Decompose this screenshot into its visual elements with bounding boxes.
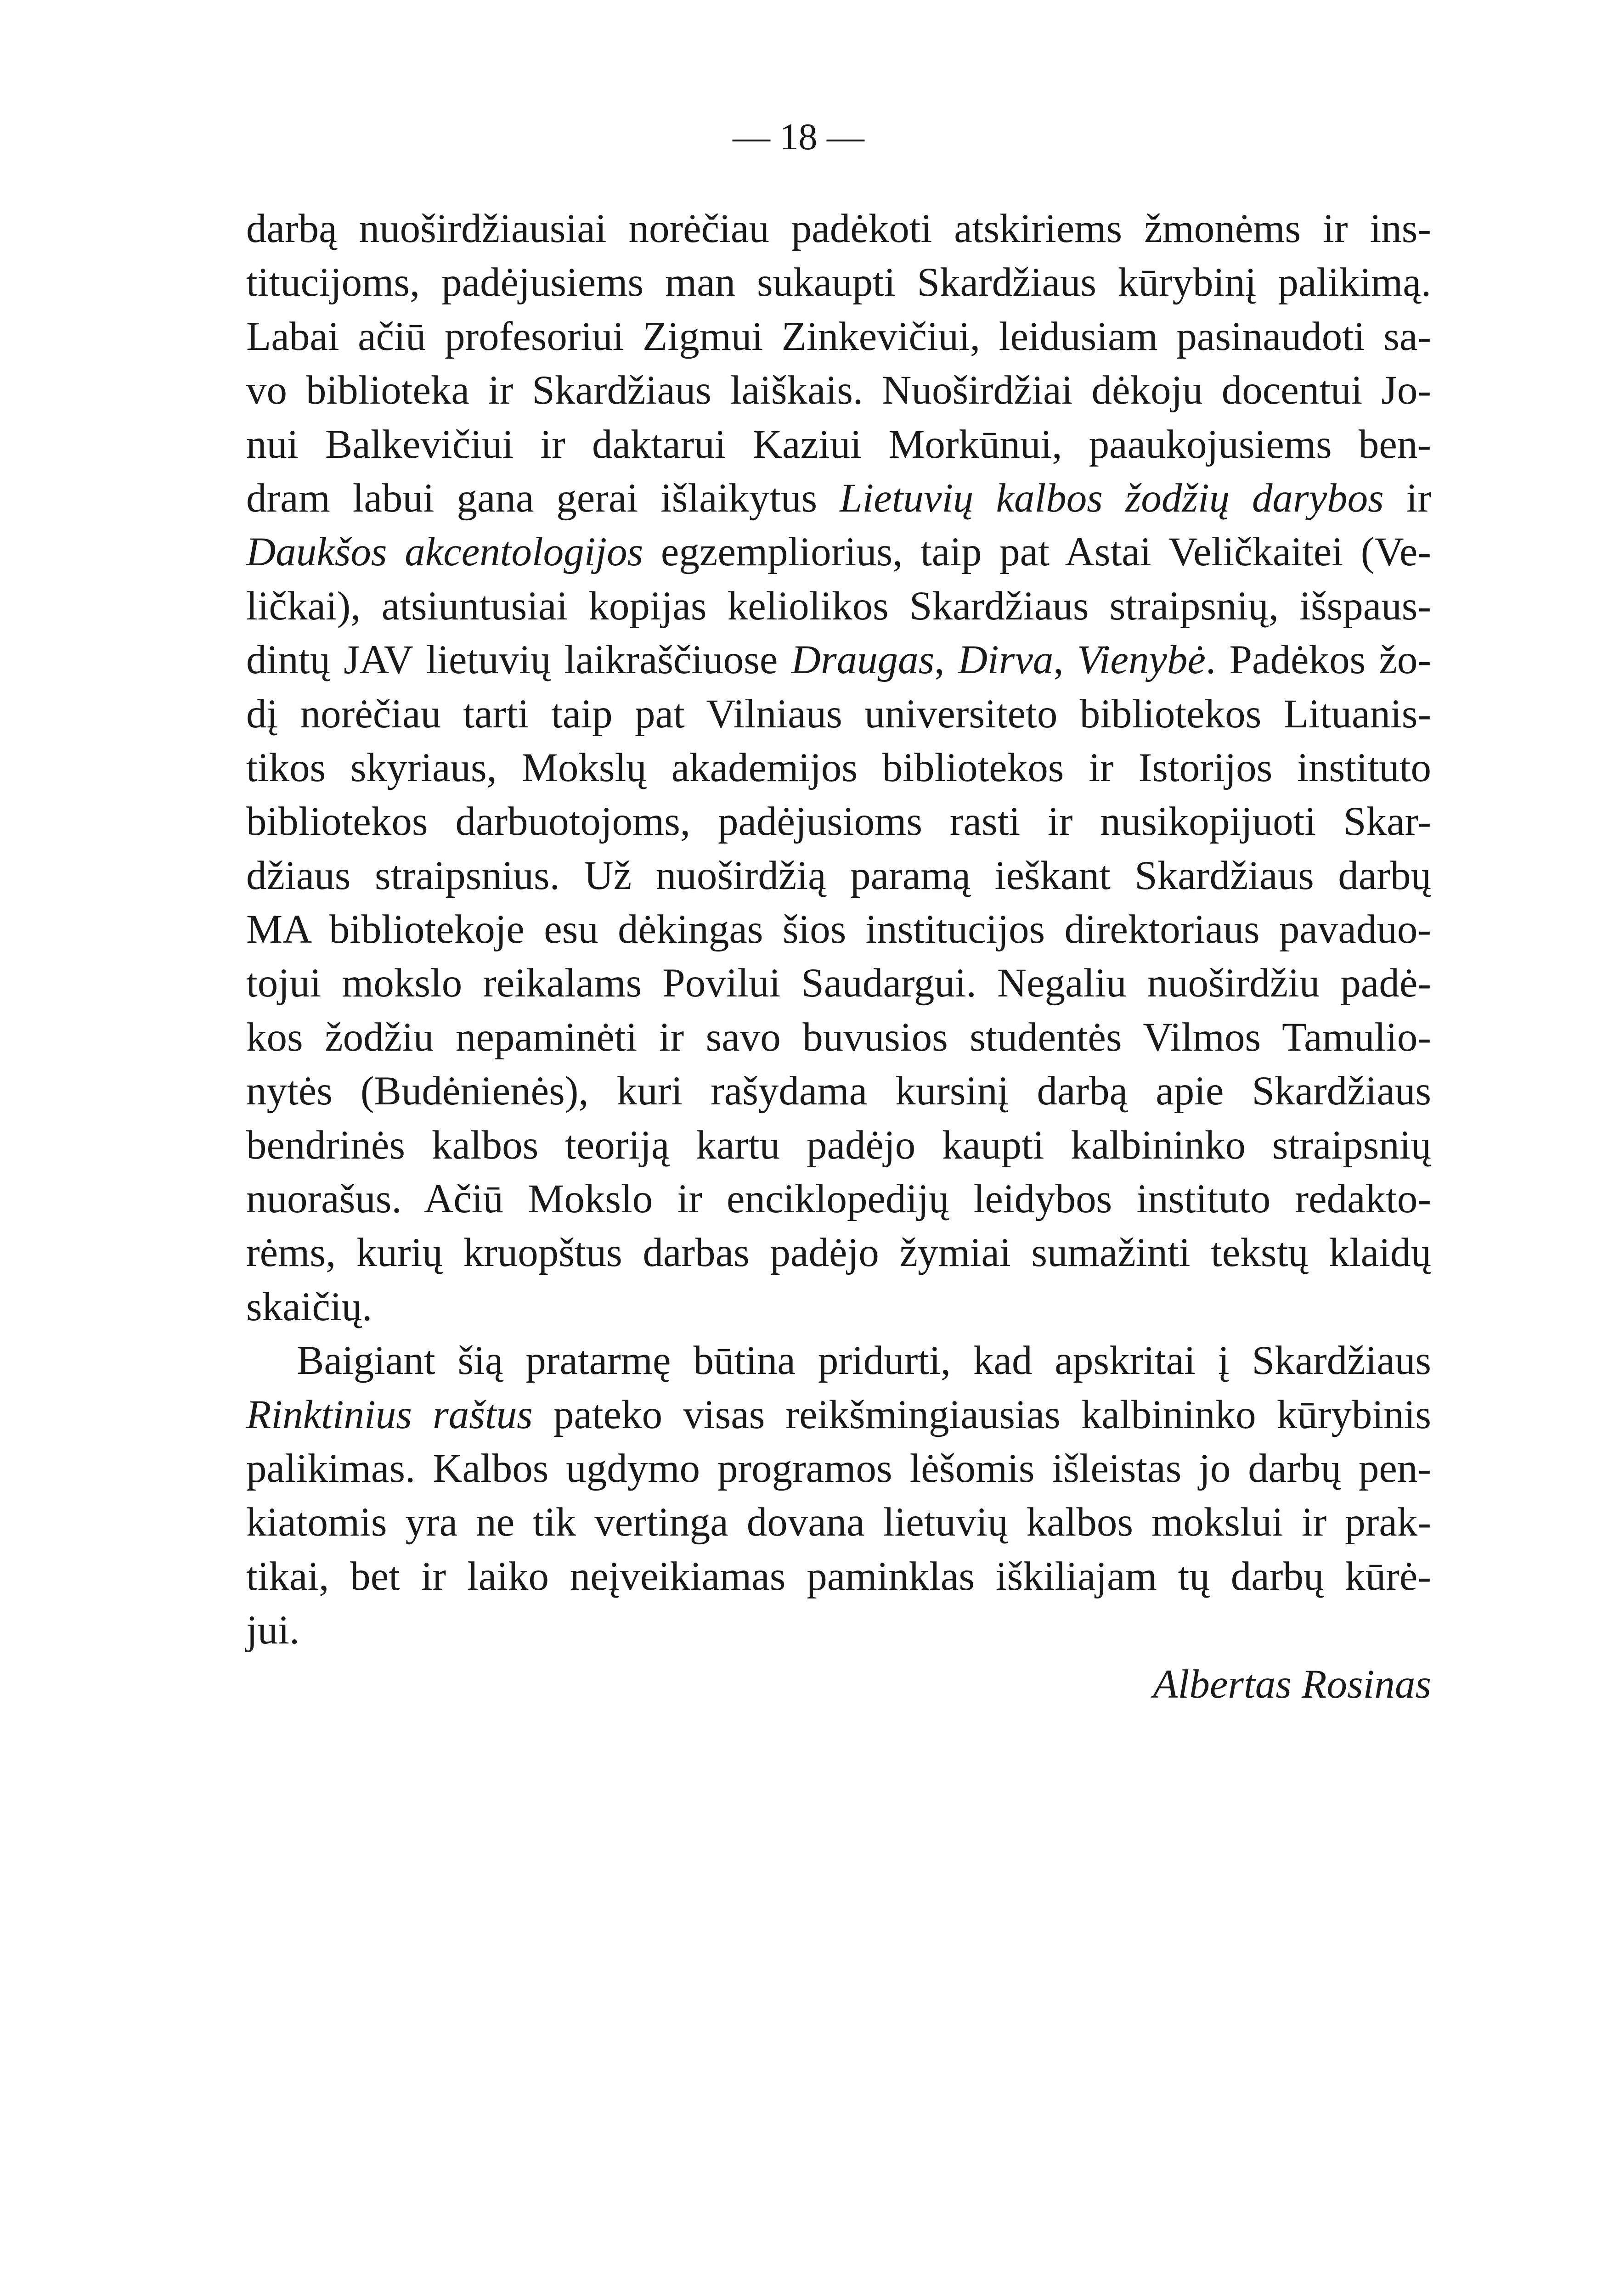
text-line: bendrinės kalbos teoriją kartu padėjo kaupti kalbininko straipsnių [246, 1122, 1431, 1168]
author-signature: Albertas Rosinas [1153, 1661, 1431, 1707]
body-text [246, 202, 1431, 1711]
text-line: Rinktinius raštus pateko visas reikšmingiausias kalbininko kūrybinis [246, 1392, 1431, 1437]
text-line: ličkai), atsiuntusiai kopijas keliolikos Skardžiaus straipsnių, išspaus- [246, 583, 1431, 629]
paragraph [246, 1334, 1431, 1657]
text-line: nuorašus. Ačiū Mokslo ir enciklopedijų leidybos instituto redakto- [246, 1176, 1431, 1222]
text-line: vo biblioteka ir Skardžiaus laiškais. Nuoširdžiai dėkoju docentui Jo- [246, 368, 1431, 413]
text-line: Daukšos akcentologijos egzempliorius, taip pat Astai Veličkaitei (Ve- [246, 529, 1431, 575]
text-line: nytės (Budėnienės), kuri rašydama kursinį darbą apie Skardžiaus [246, 1069, 1431, 1114]
paragraph [246, 202, 1431, 1334]
page-number: — 18 — [733, 116, 864, 158]
text-line: skaičių. [246, 1284, 372, 1329]
text-line: dram labui gana gerai išlaikytus Lietuvių kalbos žodžių darybos ir [246, 475, 1431, 521]
text-line: džiaus straipsnius. Už nuoširdžią paramą ieškant Skardžiaus darbų [246, 853, 1431, 898]
text-line: dintų JAV lietuvių laikraščiuose Draugas, Dirva, Vienybė. Padėkos žo- [246, 637, 1432, 683]
text-line: jui. [246, 1608, 300, 1653]
text-line: tikai, bet ir laiko neįveikiamas paminklas iškiliajam tų darbų kūrė- [246, 1553, 1431, 1599]
text-line: kiatomis yra ne tik vertinga dovana lietuvių kalbos mokslui ir prak- [246, 1500, 1431, 1545]
text-line: dį norėčiau tarti taip pat Vilniaus universiteto bibliotekos Lituanis- [246, 691, 1431, 737]
text-line: bibliotekos darbuotojoms, padėjusioms rasti ir nusikopijuoti Skar- [246, 799, 1431, 844]
text-line: Baigiant šią pratarmę būtina pridurti, kad apskritai į Skardžiaus [297, 1338, 1431, 1384]
text-line: titucijoms, padėjusiems man sukaupti Skardžiaus kūrybinį palikimą. [246, 260, 1431, 305]
text-line: palikimas. Kalbos ugdymo programos lėšomis išleistas jo darbų pen- [246, 1446, 1431, 1491]
text-line: rėms, kurių kruopštus darbas padėjo žymiai sumažinti tekstų klaidų [246, 1230, 1431, 1276]
text-line: tojui mokslo reikalams Povilui Saudargui. Negaliu nuoširdžiu padė- [246, 961, 1431, 1006]
text-line: nui Balkevičiui ir daktarui Kaziui Morkūnui, paaukojusiems ben- [246, 422, 1431, 467]
text-line: darbą nuoširdžiausiai norėčiau padėkoti atskiriems žmonėms ir ins- [246, 206, 1431, 251]
text-line: MA bibliotekoje esu dėkingas šios institucijos direktoriaus pavaduo- [246, 907, 1431, 952]
text-line: kos žodžiu nepaminėti ir savo buvusios studentės Vilmos Tamulio- [246, 1014, 1431, 1060]
text-line: tikos skyriaus, Mokslų akademijos bibliotekos ir Istorijos instituto [246, 745, 1431, 790]
text-line: Labai ačiū profesoriui Zigmui Zinkevičiui, leidusiam pasinaudoti sa- [246, 314, 1431, 359]
